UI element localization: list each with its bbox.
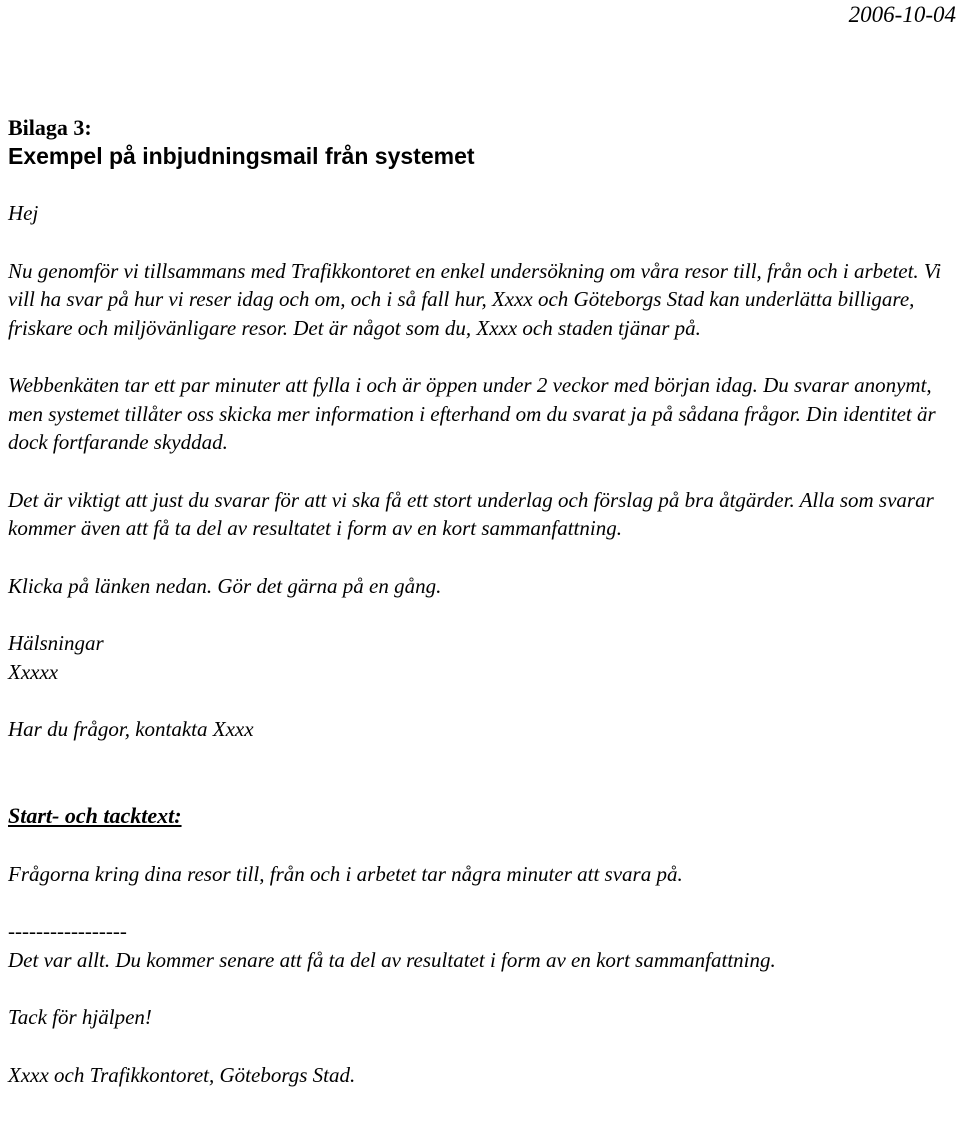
mail-paragraph-survey-info: Webbenkäten tar ett par minuter att fylla i och är öppen under 2 veckor med början idag. Du svarar anonymt, men systemet tillåter oss skicka mer information i efterhand om du svarat ja på sådana frågor. Din identitet är dock fortfarande skyddad. [8,373,936,454]
invitation-mail [8,199,958,1089]
mail-paragraph-link-instruction: Klicka på länken nedan. Gör det gärna på en gång. [8,573,442,598]
end-text: Det var allt. Du kommer senare att få ta del av resultatet i form av en kort sammanfattning. [8,947,776,972]
start-text: Frågorna kring dina resor till, från och i arbetet tar några minuter att svara på. [8,861,683,886]
mail-greeting: Hej [8,201,39,225]
mail-closing: Hälsningar [8,631,104,655]
mail-contact: Har du frågor, kontakta Xxxx [8,717,254,741]
appendix-label: Bilaga 3: [8,115,92,140]
header-date: 2006-10-04 [848,2,956,27]
document-title: Exempel på inbjudningsmail från systemet [8,143,475,169]
sender-text: Xxxx och Trafikkontoret, Göteborgs Stad. [8,1062,356,1087]
mail-signature: Xxxxx [8,659,59,684]
document-body [8,114,958,1089]
separator-line: ----------------- [8,919,127,943]
thanks-text: Tack för hjälpen! [8,1005,152,1029]
mail-paragraph-intro: Nu genomför vi tillsammans med Trafikkontoret en enkel undersökning om våra resor till, från och i arbetet. Vi vill ha svar på hur vi reser idag och om, och i så fall hur, Xxxx och Göteborgs Stad kan underlätta billigare, friskare och miljövänligare resor. Det är något som du, Xxxx och staden tjänar på. [8,258,942,340]
mail-paragraph-importance: Det är viktigt att just du svarar för att vi ska få ett stort underlag och förslag på bra åtgärder. Alla som svarar kommer även att få ta del av resultatet i form av en kort sammanfattning. [8,487,934,540]
start-thanks-heading: Start- och tacktext: [8,802,182,828]
